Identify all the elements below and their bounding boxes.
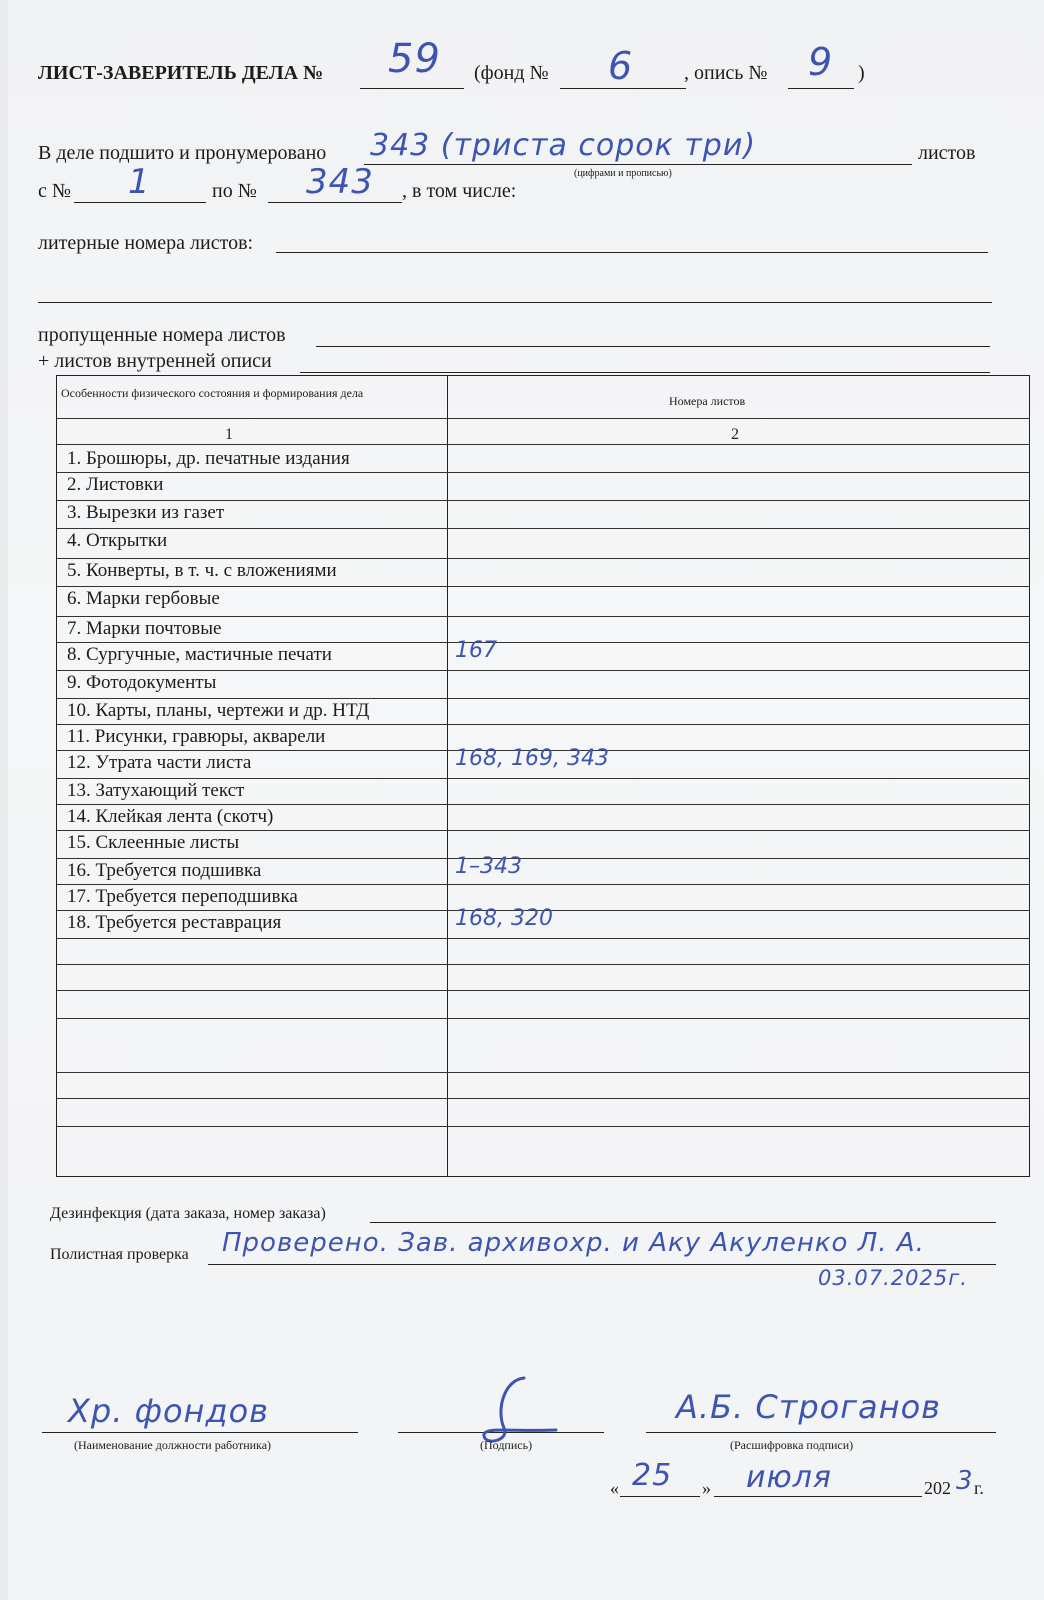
table-row-divider	[57, 830, 1029, 831]
from-number-line	[74, 202, 206, 203]
to-label: по №	[212, 180, 257, 202]
name-line	[646, 1432, 996, 1433]
table-row-divider	[57, 858, 1029, 859]
table-row-divider	[57, 616, 1029, 617]
from-label: с №	[38, 180, 71, 202]
empty-row-line	[57, 1018, 1029, 1019]
table-row-divider	[57, 938, 1029, 939]
page-check-value: Проверено. Зав. архивохр. и Аку Акуленко Л. А.	[222, 1228, 925, 1258]
opis-number-value: 9	[808, 40, 834, 84]
fond-number-line	[560, 88, 686, 89]
table-row-divider	[57, 778, 1029, 779]
inner-inventory-line	[300, 372, 990, 373]
table-row-label: 17. Требуется переподшивка	[67, 886, 298, 907]
missing-pages-label: пропущенные номера листов	[38, 324, 286, 346]
table-header-col2: Номера листов	[669, 394, 746, 408]
table-row-label: 9. Фотодокументы	[67, 672, 217, 693]
letter-pages-line-2	[38, 302, 992, 303]
opis-number-line	[788, 88, 854, 89]
empty-row-line	[57, 1072, 1029, 1073]
inner-inventory-label: + листов внутренней описи	[38, 350, 272, 372]
date-quote-close: »	[702, 1478, 711, 1498]
letter-pages-label: литерные номера листов:	[38, 232, 254, 254]
included-label: , в том числе:	[402, 180, 517, 202]
table-row-divider	[57, 724, 1029, 725]
table-row-label: 18. Требуется реставрация	[67, 912, 282, 933]
table-row-label: 7. Марки почтовые	[67, 618, 222, 639]
disinfection-label: Дезинфекция (дата заказа, номер заказа)	[50, 1205, 326, 1222]
document-title: ЛИСТ-ЗАВЕРИТЕЛЬ ДЕЛА №	[38, 62, 324, 84]
table-row-divider	[57, 586, 1029, 587]
table-row-label: 10. Карты, планы, чертежи и др. НТД	[67, 700, 370, 721]
table-row-label: 5. Конверты, в т. ч. с вложениями	[67, 560, 337, 581]
fond-label: (фонд №	[474, 62, 549, 84]
table-row-label: 16. Требуется подшивка	[67, 860, 262, 881]
table-number-divider	[57, 444, 1029, 445]
table-row-label: 6. Марки гербовые	[67, 588, 220, 609]
sheets-count-label: В деле подшито и пронумеровано	[38, 142, 327, 164]
position-line	[42, 1432, 358, 1433]
sheets-count-value: 343 (триста сорок три)	[370, 128, 757, 163]
table-row-label: 4. Открытки	[67, 530, 168, 551]
name-value: А.Б. Строганов	[676, 1388, 942, 1426]
date-day-value: 25	[632, 1458, 673, 1493]
table-row-divider	[57, 558, 1029, 559]
table-row-label: 8. Сургучные, мастичные печати	[67, 644, 332, 665]
table-row-value: 167	[455, 638, 497, 663]
table-row-divider	[57, 884, 1029, 885]
table-row-value: 168, 169, 343	[455, 746, 609, 771]
date-quote-open: «	[610, 1478, 619, 1498]
page-check-date: 03.07.2025г.	[818, 1266, 968, 1290]
table-row-label: 13. Затухающий текст	[67, 780, 245, 801]
missing-pages-line	[316, 346, 990, 347]
page-check-label: Полистная проверка	[50, 1246, 189, 1263]
from-number-value: 1	[128, 162, 151, 202]
table-row-label: 12. Утрата части листа	[67, 752, 252, 773]
case-number-value: 59	[388, 36, 441, 82]
date-month-value: июля	[746, 1460, 832, 1495]
empty-row-line	[57, 964, 1029, 965]
empty-row-line	[57, 1098, 1029, 1099]
to-number-line	[268, 202, 402, 203]
table-row-divider	[57, 804, 1029, 805]
table-row-label: 14. Клейкая лента (скотч)	[67, 806, 274, 827]
date-year-digit: 3	[956, 1466, 974, 1496]
fond-number-value: 6	[608, 44, 634, 88]
date-year-prefix: 202	[924, 1478, 951, 1498]
position-hint: (Наименование должности работника)	[74, 1438, 272, 1452]
date-month-line	[714, 1496, 922, 1497]
signature-hint: (Подпись)	[480, 1438, 533, 1452]
table-row-value: 1–343	[455, 854, 522, 879]
table-row-divider	[57, 500, 1029, 501]
sheets-count-hint: (цифрами и прописью)	[574, 168, 672, 179]
to-number-value: 343	[306, 162, 374, 202]
table-row-label: 1. Брошюры, др. печатные издания	[67, 448, 350, 469]
sheets-suffix: листов	[918, 142, 976, 164]
table-row-label: 15. Склеенные листы	[67, 832, 240, 853]
table-header-col1: Особенности физического состояния и формирования дела	[61, 386, 364, 400]
position-value: Хр. фондов	[68, 1392, 269, 1430]
sheets-count-line	[364, 164, 912, 165]
name-hint: (Расшифровка подписи)	[730, 1438, 854, 1452]
table-row-label: 11. Рисунки, гравюры, акварели	[67, 726, 326, 747]
date-day-line	[620, 1496, 700, 1497]
case-number-line	[360, 88, 464, 89]
disinfection-line	[370, 1222, 996, 1223]
document-page	[8, 0, 1044, 1600]
table-row-divider	[57, 472, 1029, 473]
empty-row-line	[57, 990, 1029, 991]
table-col1-number: 1	[225, 426, 233, 443]
header-close-paren: )	[858, 62, 865, 84]
table-row-divider	[57, 642, 1029, 643]
condition-table	[56, 375, 1030, 1177]
letter-pages-line	[276, 252, 988, 253]
opis-label: , опись №	[684, 62, 768, 84]
table-row-value: 168, 320	[455, 906, 553, 931]
table-row-label: 2. Листовки	[67, 474, 164, 495]
empty-row-line	[57, 1126, 1029, 1127]
table-row-divider	[57, 670, 1029, 671]
page-check-line	[208, 1264, 996, 1265]
table-header-divider	[57, 418, 1029, 419]
table-row-divider	[57, 528, 1029, 529]
date-year-suffix: г.	[974, 1478, 984, 1498]
table-col2-number: 2	[731, 426, 739, 443]
table-column-divider	[447, 376, 448, 1176]
table-row-divider	[57, 698, 1029, 699]
table-row-label: 3. Вырезки из газет	[67, 502, 225, 523]
